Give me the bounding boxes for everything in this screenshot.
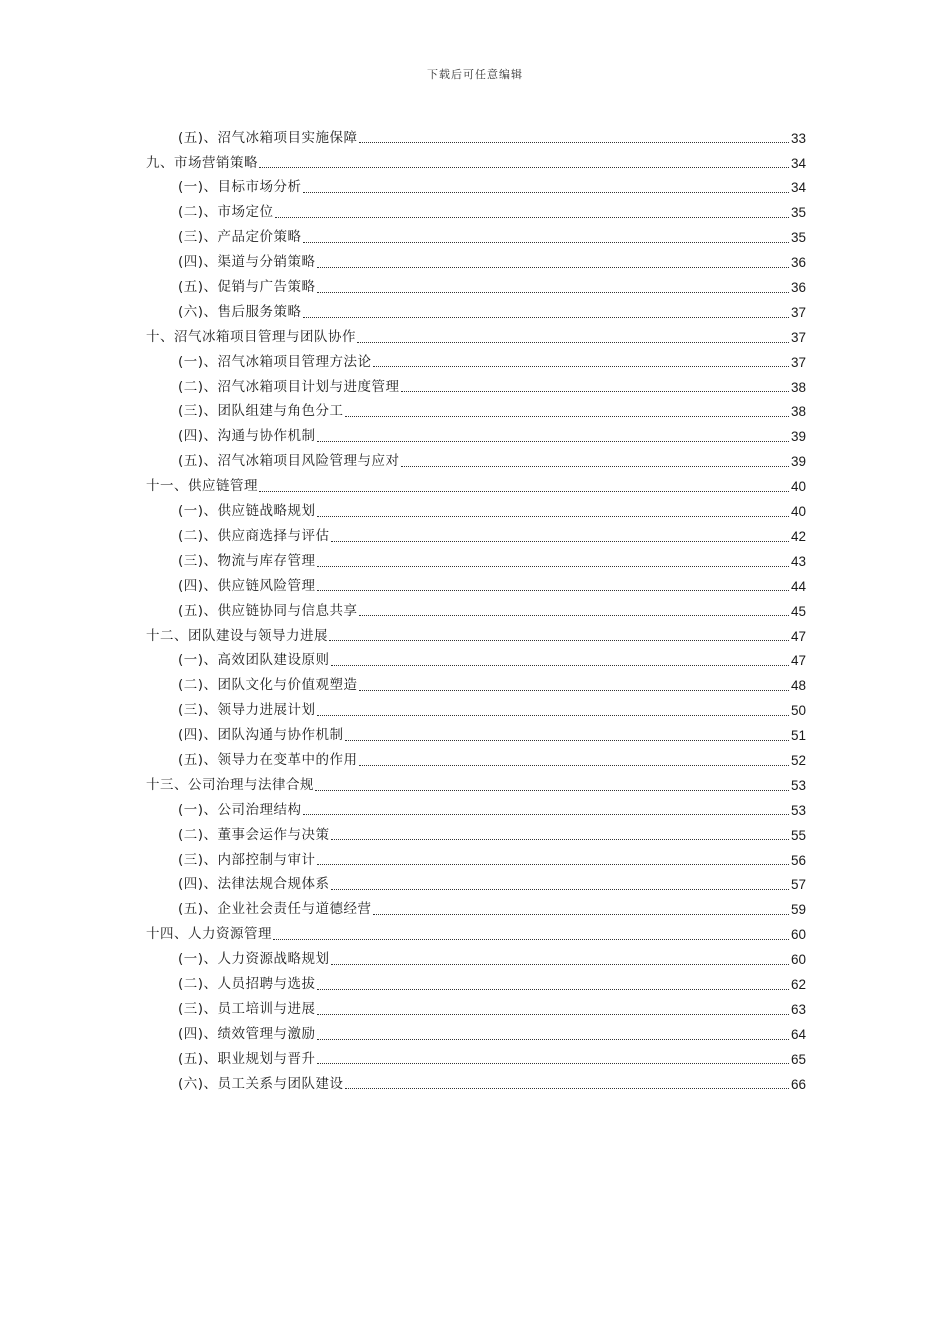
toc-section-entry[interactable] — [146, 698, 806, 723]
toc-page-number: 43 — [790, 553, 806, 569]
toc-page-number: 51 — [790, 728, 806, 744]
toc-entry-title: (二)、人员招聘与选拔 — [178, 975, 316, 992]
toc-section-entry[interactable] — [146, 400, 806, 425]
toc-chapter-entry[interactable] — [146, 474, 806, 499]
toc-section-entry[interactable] — [146, 450, 806, 475]
toc-page-number: 63 — [790, 1001, 806, 1017]
toc-dot-leader — [317, 853, 789, 867]
toc-dot-leader — [317, 256, 789, 270]
toc-dot-leader — [317, 704, 789, 718]
toc-section-entry[interactable] — [146, 997, 806, 1022]
toc-entry-title: (三)、员工培训与进展 — [178, 1000, 316, 1017]
toc-section-entry[interactable] — [146, 126, 806, 151]
toc-page-number: 40 — [790, 479, 806, 495]
toc-dot-leader — [359, 754, 789, 768]
toc-section-entry[interactable] — [146, 176, 806, 201]
toc-dot-leader — [373, 355, 789, 369]
toc-dot-leader — [303, 306, 789, 320]
toc-dot-leader — [331, 953, 789, 967]
toc-section-entry[interactable] — [146, 1022, 806, 1047]
toc-page-number: 53 — [790, 802, 806, 818]
toc-section-entry[interactable] — [146, 250, 806, 275]
toc-page-number: 47 — [790, 653, 806, 669]
toc-dot-leader — [317, 1052, 789, 1066]
toc-entry-title: (一)、目标市场分析 — [178, 179, 302, 196]
toc-entry-title: 九、市场营销策略 — [146, 154, 258, 171]
toc-section-entry[interactable] — [146, 524, 806, 549]
toc-page-number: 37 — [790, 354, 806, 370]
toc-dot-leader — [329, 629, 789, 643]
toc-entry-title: 十、沼气冰箱项目管理与团队协作 — [146, 328, 356, 345]
toc-chapter-entry[interactable] — [146, 151, 806, 176]
toc-section-entry[interactable] — [146, 201, 806, 226]
toc-entry-title: (一)、供应链战略规划 — [178, 503, 316, 520]
toc-section-entry[interactable] — [146, 823, 806, 848]
toc-entry-title: (六)、员工关系与团队建设 — [178, 1075, 344, 1092]
toc-entry-title: (二)、沼气冰箱项目计划与进度管理 — [178, 378, 400, 395]
toc-page-number: 60 — [790, 952, 806, 968]
toc-section-entry[interactable] — [146, 873, 806, 898]
toc-section-entry[interactable] — [146, 898, 806, 923]
toc-entry-title: (六)、售后服务策略 — [178, 303, 302, 320]
toc-section-entry[interactable] — [146, 947, 806, 972]
toc-dot-leader — [317, 555, 789, 569]
toc-section-entry[interactable] — [146, 499, 806, 524]
toc-dot-leader — [303, 231, 789, 245]
toc-section-entry[interactable] — [146, 425, 806, 450]
toc-dot-leader — [259, 480, 789, 494]
page-header: 下载后可任意编辑 — [427, 68, 523, 81]
toc-section-entry[interactable] — [146, 574, 806, 599]
toc-dot-leader — [331, 530, 789, 544]
toc-page-number: 50 — [790, 703, 806, 719]
toc-entry-title: (一)、高效团队建设原则 — [178, 652, 330, 669]
toc-section-entry[interactable] — [146, 375, 806, 400]
toc-dot-leader — [359, 131, 789, 145]
toc-dot-leader — [317, 1028, 789, 1042]
toc-entry-title: (三)、物流与库存管理 — [178, 552, 316, 569]
toc-page-number: 37 — [790, 329, 806, 345]
toc-page-number: 38 — [790, 379, 806, 395]
toc-section-entry[interactable] — [146, 275, 806, 300]
toc-entry-title: (三)、产品定价策略 — [178, 229, 302, 246]
toc-section-entry[interactable] — [146, 1072, 806, 1097]
toc-chapter-entry[interactable] — [146, 325, 806, 350]
toc-dot-leader — [359, 679, 789, 693]
toc-page-number: 37 — [790, 304, 806, 320]
toc-dot-leader — [303, 181, 789, 195]
toc-page-number: 38 — [790, 404, 806, 420]
toc-page-number: 33 — [790, 130, 806, 146]
toc-entry-title: 十三、公司治理与法律合规 — [146, 776, 314, 793]
toc-section-entry[interactable] — [146, 350, 806, 375]
toc-page-number: 35 — [790, 230, 806, 246]
toc-section-entry[interactable] — [146, 848, 806, 873]
toc-entry-title: 十四、人力资源管理 — [146, 926, 272, 943]
toc-entry-title: (二)、市场定位 — [178, 204, 274, 221]
toc-entry-title: (四)、渠道与分销策略 — [178, 254, 316, 271]
toc-page-number: 64 — [790, 1026, 806, 1042]
toc-page-number: 55 — [790, 827, 806, 843]
toc-entry-title: (三)、领导力进展计划 — [178, 702, 316, 719]
toc-dot-leader — [317, 505, 789, 519]
toc-page-number: 53 — [790, 777, 806, 793]
toc-entry-title: (一)、人力资源战略规划 — [178, 951, 330, 968]
toc-entry-title: (四)、供应链风险管理 — [178, 577, 316, 594]
toc-dot-leader — [273, 928, 789, 942]
toc-entry-title: (五)、供应链协同与信息共享 — [178, 602, 358, 619]
toc-entry-title: (四)、法律法规合规体系 — [178, 876, 330, 893]
toc-section-entry[interactable] — [146, 1047, 806, 1072]
toc-entry-title: (二)、团队文化与价值观塑造 — [178, 677, 358, 694]
toc-entry-title: (五)、沼气冰箱项目风险管理与应对 — [178, 453, 400, 470]
toc-page-number: 52 — [790, 752, 806, 768]
toc-page-number: 66 — [790, 1076, 806, 1092]
toc-dot-leader — [373, 903, 789, 917]
toc-section-entry[interactable] — [146, 748, 806, 773]
toc-dot-leader — [331, 878, 789, 892]
toc-section-entry[interactable] — [146, 674, 806, 699]
toc-page-number: 42 — [790, 528, 806, 544]
toc-entry-title: (四)、团队沟通与协作机制 — [178, 727, 344, 744]
toc-page-number: 59 — [790, 902, 806, 918]
toc-page-number: 47 — [790, 628, 806, 644]
toc-entry-title: (三)、团队组建与角色分工 — [178, 403, 344, 420]
toc-page-number: 34 — [790, 180, 806, 196]
toc-page-number: 60 — [790, 927, 806, 943]
toc-dot-leader — [331, 654, 789, 668]
toc-section-entry[interactable] — [146, 723, 806, 748]
toc-dot-leader — [303, 803, 789, 817]
toc-dot-leader — [331, 828, 789, 842]
toc-page-number: 36 — [790, 255, 806, 271]
toc-chapter-entry[interactable] — [146, 773, 806, 798]
toc-dot-leader — [345, 1077, 789, 1091]
toc-page-number: 44 — [790, 578, 806, 594]
toc-page-number: 35 — [790, 205, 806, 221]
toc-section-entry[interactable] — [146, 226, 806, 251]
toc-entry-title: (五)、促销与广告策略 — [178, 279, 316, 296]
toc-dot-leader — [317, 978, 789, 992]
toc-page-number: 65 — [790, 1051, 806, 1067]
table-of-contents — [146, 126, 806, 1097]
toc-entry-title: (五)、企业社会责任与道德经营 — [178, 901, 372, 918]
toc-dot-leader — [259, 156, 789, 170]
toc-section-entry[interactable] — [146, 798, 806, 823]
toc-page-number: 56 — [790, 852, 806, 868]
toc-dot-leader — [317, 1003, 789, 1017]
toc-entry-title: (五)、职业规划与晋升 — [178, 1050, 316, 1067]
toc-page-number: 39 — [790, 429, 806, 445]
toc-dot-leader — [315, 779, 789, 793]
toc-entry-title: (二)、供应商选择与评估 — [178, 527, 330, 544]
toc-entry-title: (一)、公司治理结构 — [178, 801, 302, 818]
toc-entry-title: (五)、领导力在变革中的作用 — [178, 751, 358, 768]
toc-entry-title: (二)、董事会运作与决策 — [178, 826, 330, 843]
toc-dot-leader — [317, 579, 789, 593]
toc-dot-leader — [357, 331, 789, 345]
toc-page-number: 36 — [790, 280, 806, 296]
toc-dot-leader — [359, 604, 789, 618]
toc-page-number: 39 — [790, 454, 806, 470]
toc-entry-title: (五)、沼气冰箱项目实施保障 — [178, 129, 358, 146]
toc-section-entry[interactable] — [146, 549, 806, 574]
toc-page-number: 40 — [790, 504, 806, 520]
toc-section-entry[interactable] — [146, 972, 806, 997]
toc-entry-title: (四)、绩效管理与激励 — [178, 1025, 316, 1042]
toc-section-entry[interactable] — [146, 599, 806, 624]
toc-dot-leader — [317, 430, 789, 444]
toc-dot-leader — [345, 405, 789, 419]
toc-page-number: 45 — [790, 603, 806, 619]
toc-dot-leader — [275, 206, 789, 220]
toc-entry-title: 十一、供应链管理 — [146, 478, 258, 495]
toc-entry-title: (四)、沟通与协作机制 — [178, 428, 316, 445]
toc-chapter-entry[interactable] — [146, 624, 806, 649]
toc-entry-title: (一)、沼气冰箱项目管理方法论 — [178, 353, 372, 370]
toc-page-number: 57 — [790, 877, 806, 893]
toc-dot-leader — [345, 729, 789, 743]
toc-entry-title: (三)、内部控制与审计 — [178, 851, 316, 868]
toc-chapter-entry[interactable] — [146, 923, 806, 948]
toc-section-entry[interactable] — [146, 649, 806, 674]
toc-page-number: 34 — [790, 155, 806, 171]
toc-page-number: 48 — [790, 678, 806, 694]
toc-dot-leader — [317, 281, 789, 295]
toc-dot-leader — [401, 380, 789, 394]
toc-dot-leader — [401, 455, 789, 469]
toc-section-entry[interactable] — [146, 300, 806, 325]
toc-entry-title: 十二、团队建设与领导力进展 — [146, 627, 328, 644]
toc-page-number: 62 — [790, 976, 806, 992]
